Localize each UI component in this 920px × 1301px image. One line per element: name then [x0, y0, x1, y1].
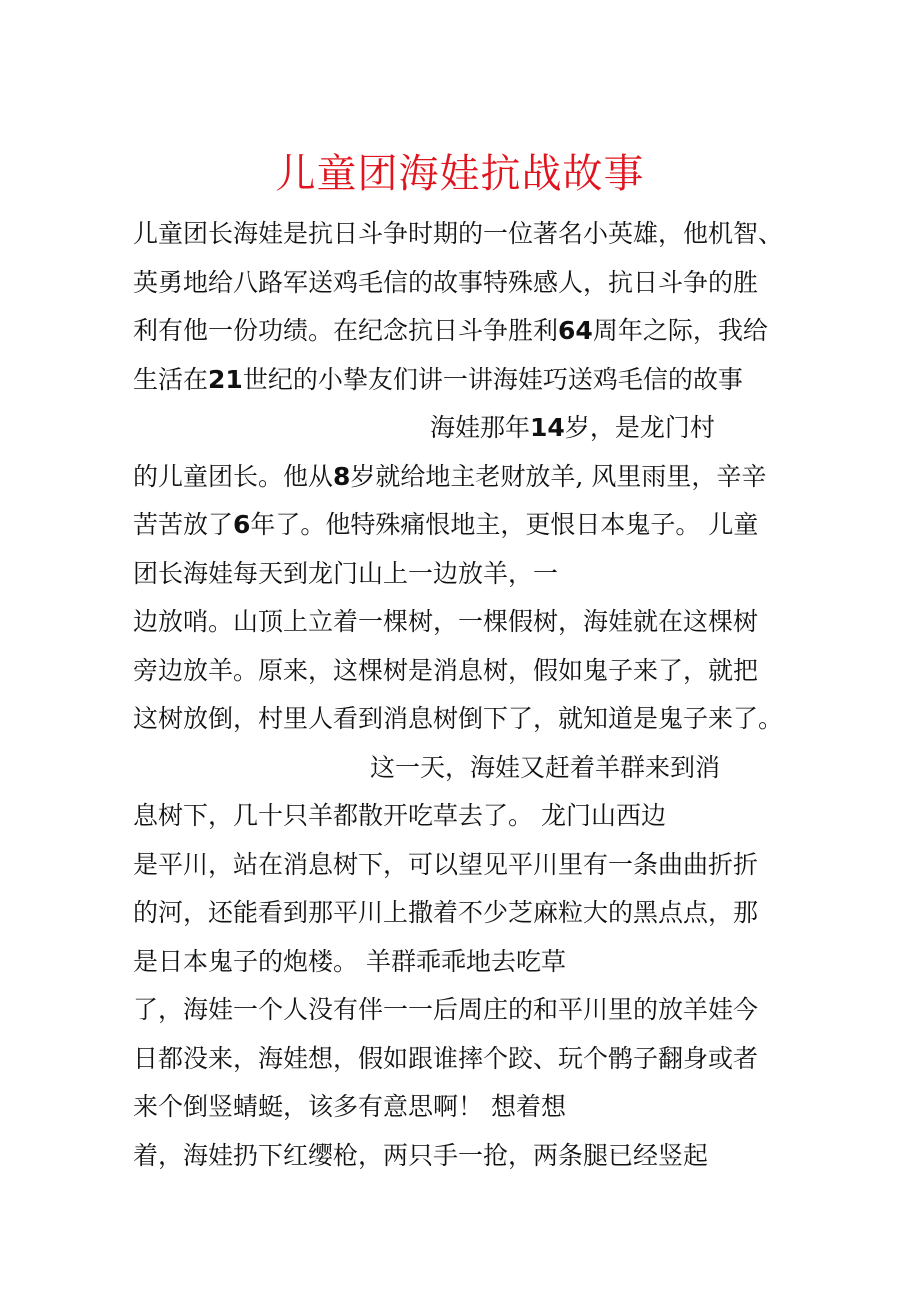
body-line: 这树放倒，村里人看到消息树倒下了，就知道是鬼子来了。: [133, 704, 784, 733]
body-line: 日都没来，海娃想，假如跟谁摔个跤、玩个鹘子翻身或者: [133, 1043, 759, 1073]
body-line: 边放哨。山顶上立着一棵树，一棵假树，海娃就在这棵树: [133, 607, 759, 636]
body-line: 海娃那年14岁，是龙门村: [430, 413, 715, 442]
body-line: 这一天，海娃又赶着羊群来到消: [370, 752, 721, 782]
body-line: 生活在21世纪的小挚友们讲一讲海娃巧送鸡毛信的故事: [133, 364, 743, 394]
body-line: 的河，还能看到那平川上撒着不少芝麻粒大的黑点点，那: [133, 898, 759, 927]
body-line: 英勇地给八路军送鸡毛信的故事特殊感人，抗日斗争的胜: [133, 267, 759, 297]
body-line: 的儿童团长。他从8岁就给地主老财放羊, 风里雨里，辛辛: [133, 461, 767, 491]
body-line: 利有他一份功绩。在纪念抗日斗争胜利64周年之际，我给: [133, 316, 768, 345]
body-line: 旁边放羊。原来，这棵树是消息树，假如鬼子来了，就把: [133, 655, 759, 685]
document-body: [133, 210, 813, 1180]
body-line: 着，海娃扔下红缨枪，两只手一抢，两条腿已经竖起: [133, 1140, 709, 1170]
body-line: 儿童团长海娃是抗日斗争时期的一位著名小英雄，他机智、: [133, 219, 784, 248]
body-line: 了，海娃一个人没有伴一一后周庄的和平川里的放羊娃今: [133, 995, 759, 1024]
body-line: 团长海娃每天到龙门山上一边放羊，一: [133, 558, 559, 588]
body-line: 是日本鬼子的炮楼。 羊群乖乖地去吃草: [133, 946, 566, 976]
body-line: 来个倒竖蜻蜓，该多有意思啊！ 想着想: [133, 1092, 566, 1121]
document-title: 儿童团海娃抗战故事: [275, 151, 645, 197]
body-line: 息树下，几十只羊都散开吃草去了。 龙门山西边: [133, 801, 666, 830]
body-line: 是平川，站在消息树下，可以望见平川里有一条曲曲折折: [133, 849, 759, 879]
body-line: 苦苦放了6年了。他特殊痛恨地主，更恨日本鬼子。 儿童: [133, 510, 759, 539]
